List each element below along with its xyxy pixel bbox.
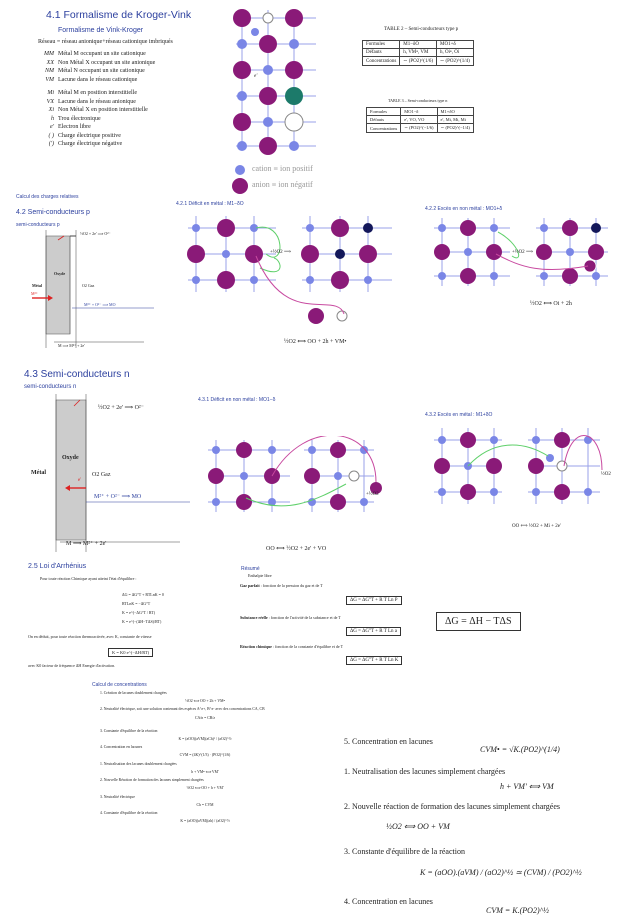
- resume-subtitle: Enthalpie libre: [248, 573, 272, 578]
- n-eq-top: ½O2 + 2e' ⟹ O²⁻: [98, 405, 144, 411]
- arrhenius-equations: ΔG = ΔG°T + RTLnK = 0 RTLnK = −ΔG°T K = e^(−ΔG°T / RT) K = e^(−(ΔH−TΔS)/RT): [122, 592, 164, 624]
- def-row: VX Lacune dans le réseau anionique: [46, 98, 136, 105]
- def-row: NM Métal N occupant un site cationique: [45, 68, 145, 74]
- right-eq: ½O2 ⟺ OO + VM: [386, 822, 450, 831]
- right-eq: K = (aOO).(aVM) / (aO2)^½ ≃ (CVM) / (PO2)^½: [420, 868, 582, 877]
- resume-eq: ΔG = ΔG°T + R T Ln K: [346, 656, 402, 665]
- table3: [366, 107, 474, 133]
- arrhenius-boxed-equation: K = K0 e^(−ΔH/RT): [108, 648, 153, 657]
- n-type-schematic: [30, 392, 200, 557]
- resume-eq: ΔG = ΔG°T + R T Ln P: [346, 596, 402, 605]
- excess-metal-equation: OO ⟺ ½O2 + Mi + 2e': [512, 524, 561, 529]
- table-row: Défauts h, VM•, VM h, Oi•, Oi: [363, 49, 474, 57]
- p-type-schematic: [24, 228, 159, 358]
- calc-charges-title: Calcul des charges relatives: [16, 194, 79, 200]
- p-m2-label: M²⁺: [31, 291, 38, 296]
- right-eq: h + VM' ⟺ VM: [500, 782, 554, 791]
- p-eq-top: ½O2 + 2e' ⟹ O²⁻: [80, 231, 111, 236]
- excess-metal-plus-o2: ½O2: [601, 472, 611, 477]
- right-step: 4. Concentration en lacunes: [344, 897, 433, 906]
- conc-title: Calcul de concentrations: [92, 682, 147, 688]
- lattice-intro: Réseau = réseau anionique+réseau cationique imbriqués: [38, 39, 173, 45]
- right-step: 2. Nouvelle réaction de formation des lacunes simplement chargées: [344, 802, 560, 811]
- resume-item: Gaz parfait : fonction de la pression du gaz et de T: [240, 583, 323, 588]
- table-row: Formules M1−δO MO1+δ: [363, 41, 474, 49]
- gibbs-big-equation: ΔG = ΔH − TΔS: [436, 612, 521, 631]
- n-eq-mid: M²⁺ + O²⁻ ⟹ MO: [94, 494, 142, 500]
- def-row: h Trou électronique: [51, 115, 101, 122]
- deficit-nonmetal-equation: OO ⟺ ½O2 + 2e' + VO: [266, 546, 327, 552]
- table-row: Concentrations ∼ (PO2)^(−1/6) ∼ (PO2)^(−1/4): [367, 124, 474, 133]
- section-2-5-title: 2.5 Loi d'Arrhénius: [28, 563, 87, 570]
- resume-title: Résumé: [241, 566, 260, 572]
- deficit-nonmetal-plus-o2: +½O2: [366, 492, 379, 497]
- section-4-2-1-title: 4.2.1 Déficit en métal : M1−δO: [176, 201, 244, 207]
- table-row: Concentrations ∼ (PO2)^(1/6) ∼ (PO2)^(1/4): [363, 57, 474, 66]
- def-row: e' Electron libre: [50, 124, 91, 130]
- p-eq-bot: M ⟹ M²⁺ + 2e': [58, 343, 85, 348]
- arrhenius-tail: avec K0 facteur de fréquence ΔH Energie d'activation.: [28, 663, 116, 668]
- n-electron-label: e': [78, 478, 82, 483]
- section-4-1-subtitle: Formalisme de Vink-Kroger: [58, 27, 144, 34]
- legend-anion: anion ≡ ion négatif: [252, 180, 313, 189]
- table3-caption: TABLE 3 – Semi-conducteurs type n: [388, 98, 448, 103]
- section-4-1-title: 4.1 Formalisme de Kroger-Vink: [46, 9, 192, 21]
- resume-item: Substance réelle : fonction de l'activité de la substance et de T: [240, 615, 341, 620]
- section-4-2-title: 4.2 Semi-conducteurs p: [16, 209, 90, 216]
- excess-nonmetal-equation: ½O2 ⟺ Oi + 2h: [530, 301, 572, 307]
- right-eq: CVM• = √K.(PO2)^(1/4): [480, 745, 560, 754]
- section-4-3-2-title: 4.3.2 Excès en métal : M1+δO: [425, 412, 493, 418]
- def-row: Xi Non Métal X en position interstitielle: [48, 107, 148, 113]
- excess-nonmetal-plus-o2: +½O2 ⟹: [512, 250, 534, 255]
- resume-item: Réaction chimique : fonction de la constante d'équilibre et de T: [240, 644, 344, 649]
- section-4-2-sub: semi-conducteurs p: [16, 222, 60, 228]
- deficit-metal-equation: ½O2 ⟺ OO + 2h + VM•: [284, 339, 347, 345]
- deficit-metal-plus-o2: +½O2 ⟹: [270, 250, 292, 255]
- p-eq-mid: M²⁺ + O²⁻ ⟹ MO: [84, 302, 116, 307]
- p-oxyde-label: Oxyde: [54, 271, 66, 276]
- right-step: 5. Concentration en lacunes: [344, 737, 433, 746]
- def-row: Mi Métal M en position interstitielle: [47, 90, 137, 96]
- right-eq: CVM = K.(PO2)^½: [486, 906, 549, 915]
- table-row: Formules MO1−δ M1+δO: [367, 108, 474, 116]
- lattice-electron-label: e': [254, 74, 258, 79]
- table-row: Défauts e', VO, VO e', Mi, Mi, Mi: [367, 116, 474, 124]
- right-step: 1. Neutralisation des lacunes simplement chargées: [344, 767, 506, 776]
- arrhenius-intro: Pour toute réaction Chimique ayant atteint l'état d'équilibre :: [40, 576, 137, 581]
- arrhenius-note: On en déduit, pour toute réaction thermoactivée, avec K, constante de vitesse: [28, 634, 152, 639]
- n-eq-bot: M ⟹ M²⁺ + 2e': [66, 541, 107, 547]
- right-step: 3. Constante d'équilibre de la réaction: [344, 847, 465, 856]
- p-gaz-label: O2 Gaz: [82, 283, 95, 288]
- n-oxyde-label: Oxyde: [62, 455, 79, 461]
- def-row: XX Non Métal X occupant un site anionique: [46, 59, 156, 66]
- legend-cation: cation ≡ ion positif: [252, 164, 313, 173]
- p-metal-label: Métal: [32, 283, 42, 288]
- def-row: MM Métal M occupant un site cationique: [44, 51, 146, 57]
- excess-metal-figure: [432, 420, 618, 520]
- resume-eq: ΔG = ΔG°T + R T Ln a: [346, 627, 401, 636]
- deficit-metal-figure: [186, 210, 396, 330]
- def-row: ( ) Charge électrique positive: [48, 132, 121, 139]
- section-4-3-title: 4.3 Semi-conducteurs n: [24, 369, 130, 380]
- n-gaz-label: O2 Gaz: [92, 472, 111, 478]
- def-row: VM Lacune dans le réseau cationique: [45, 76, 138, 83]
- section-4-3-1-title: 4.3.1 Déficit en non métal : MO1−δ: [198, 397, 276, 403]
- def-row: (') Charge électrique négative: [48, 141, 123, 147]
- table2: [362, 40, 474, 66]
- deficit-nonmetal-figure: [206, 436, 392, 536]
- section-4-2-2-title: 4.2.2 Excès en non métal : MO1+δ: [425, 206, 503, 212]
- table2-caption: TABLE 2 – Semi-conducteurs type p: [384, 27, 459, 32]
- section-4-3-sub: semi-conducteurs n: [24, 384, 77, 390]
- n-metal-label: Métal: [31, 470, 46, 476]
- kroger-vink-definitions: [38, 50, 228, 149]
- conc-steps: 1. Création de lacunes doublement chargées ½O2 ⟺ OO + 2h + VM• 2. Neutralité électrique, soit une solution contenant des espèces A^z+, B^z- avec des concentrations CA, CB CA/n = CB/z 3. Constante d'équilibre de la réaction K = (aOO)(aVM)(aCh)² / (aO2)^½ 4. Concentration en lacunes CVM = (4K)^(1/3) · (PO2)^(1/6) 1. Neutralisation des lacunes doublement chargées h + VM• ⟺ VM' 2. Nouvelle Réaction de formation des lacunes simplement chargées ½O2 ⟺ OO + h + VM' 3. Neutralité électrique Ch = CVM 4. Constante d'équilibre de la réaction K = (aOO)(aVM)(ah) / (aO2)^½: [100, 691, 265, 824]
